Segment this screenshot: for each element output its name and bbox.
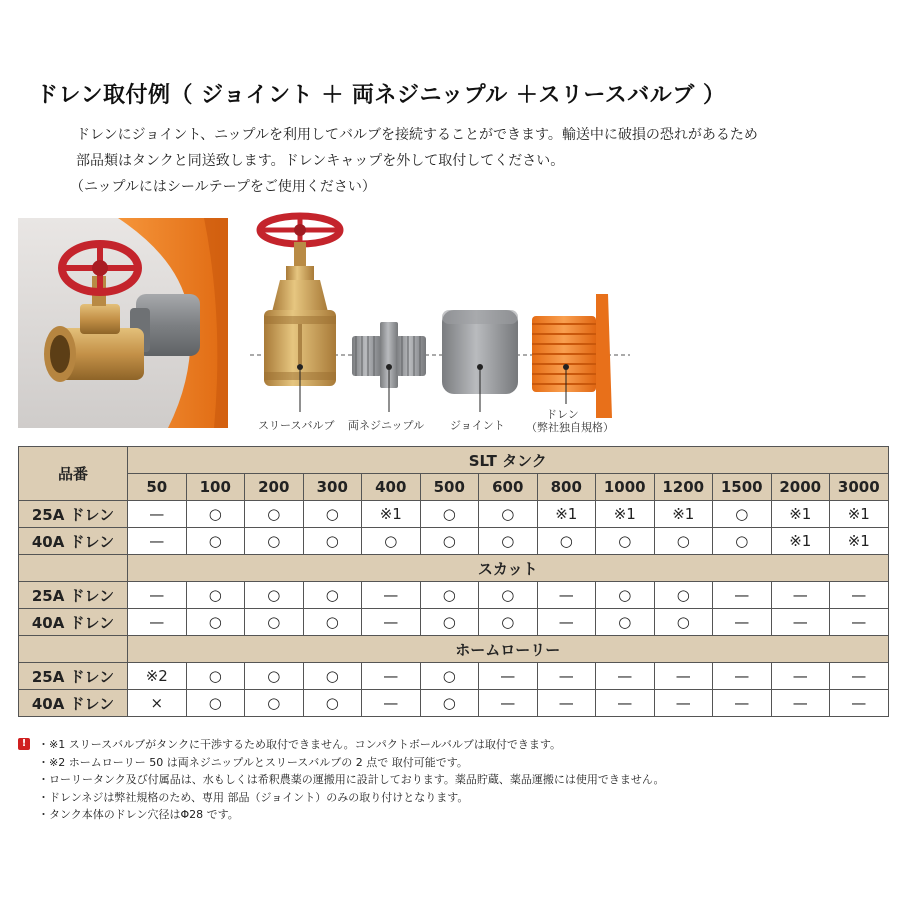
row-label: 40A ドレン [19, 609, 128, 636]
capacity-header: 800 [537, 474, 596, 501]
capacity-header: 1000 [596, 474, 655, 501]
table-cell: — [362, 663, 421, 690]
row-label: 25A ドレン [19, 582, 128, 609]
table-cell: — [362, 609, 421, 636]
table-cell: × [128, 690, 187, 717]
note-3-text: ・ローリータンク及び付属品は、水もしくは希釈農薬の運搬用に設計しております。薬品貯蔵、薬品運搬には使用できません。 [38, 773, 665, 786]
section-header: スカット [128, 555, 889, 582]
table-cell: ※2 [128, 663, 187, 690]
table-cell: ○ [713, 528, 772, 555]
table-cell: — [830, 663, 889, 690]
row-label: 40A ドレン [19, 528, 128, 555]
table-cell: — [479, 663, 538, 690]
table-row [19, 582, 889, 609]
table-cell: ○ [186, 501, 245, 528]
table-cell: ○ [596, 528, 655, 555]
table-cell: ※1 [362, 501, 421, 528]
table-cell: — [713, 582, 772, 609]
table-cell: — [713, 609, 772, 636]
table-cell: ○ [713, 501, 772, 528]
notes [18, 736, 665, 824]
drain-icon [532, 294, 612, 418]
intro-line-2: 部品類はタンクと同送致します。ドレンキャップを外して取付してください。 [76, 153, 565, 169]
table-cell: ○ [186, 690, 245, 717]
table-cell: — [537, 663, 596, 690]
table-cell: ※1 [537, 501, 596, 528]
table-cell: ※1 [830, 528, 889, 555]
table-cell: — [830, 609, 889, 636]
capacity-header: 2000 [771, 474, 830, 501]
capacity-header: 100 [186, 474, 245, 501]
table-cell: — [128, 501, 187, 528]
capacity-header: 200 [245, 474, 304, 501]
section-header: SLT タンク [128, 447, 889, 474]
sluice-valve-icon [260, 216, 340, 386]
table-cell: ○ [654, 582, 713, 609]
row-label: 25A ドレン [19, 501, 128, 528]
table-cell: ○ [186, 528, 245, 555]
table-cell: ○ [420, 663, 479, 690]
table-cell: — [771, 690, 830, 717]
header-blank [19, 636, 128, 663]
note-3 [18, 771, 665, 789]
table-cell: — [713, 690, 772, 717]
parts-diagram-svg [250, 212, 630, 437]
table-cell: — [654, 663, 713, 690]
row-label: 40A ドレン [19, 690, 128, 717]
table-cell: — [537, 609, 596, 636]
table-cell: — [537, 582, 596, 609]
table-cell: ○ [596, 582, 655, 609]
label-drain: ドレン [546, 408, 579, 421]
table-row [19, 609, 889, 636]
table-cell: ○ [537, 528, 596, 555]
table-cell: ○ [362, 528, 421, 555]
capacity-header: 50 [128, 474, 187, 501]
table-cell: ○ [245, 501, 304, 528]
note-2 [18, 754, 665, 772]
table-cell: ○ [186, 663, 245, 690]
table-cell: ○ [479, 582, 538, 609]
table-cell: ※1 [596, 501, 655, 528]
note-2-text: ・※2 ホームローリー 50 は両ネジニップルとスリースバルブの 2 点で 取付可能です。 [38, 755, 468, 769]
table-cell: — [479, 690, 538, 717]
table-cell: — [362, 582, 421, 609]
table-cell: ○ [479, 501, 538, 528]
product-photo [18, 218, 228, 428]
table-cell: — [362, 690, 421, 717]
table-cell: ○ [654, 609, 713, 636]
note-1 [18, 736, 665, 754]
table-cell: ○ [479, 609, 538, 636]
table-cell: ○ [303, 582, 362, 609]
table-cell: ○ [245, 690, 304, 717]
label-joint: ジョイント [450, 419, 505, 432]
table-cell: — [771, 582, 830, 609]
capacity-header: 1200 [654, 474, 713, 501]
table-cell: — [713, 663, 772, 690]
table-cell: ○ [245, 609, 304, 636]
table-cell: ○ [186, 609, 245, 636]
capacity-header: 1500 [713, 474, 772, 501]
seal-tape-note: （ニップルにはシールテープをご使用ください） [70, 179, 376, 195]
table-cell: ○ [303, 528, 362, 555]
table-cell: ○ [245, 528, 304, 555]
capacity-header: 500 [420, 474, 479, 501]
table-cell: ○ [303, 501, 362, 528]
table-cell: ○ [186, 582, 245, 609]
parts-diagram [250, 212, 630, 437]
note-1-text: ・※1 スリースバルブがタンクに干渉するため取付できません。コンパクトボールバルブは取付できます。 [38, 738, 561, 751]
table-cell: ○ [420, 528, 479, 555]
table-cell: ○ [245, 582, 304, 609]
table-cell: — [128, 609, 187, 636]
note-4-text: ・ドレンネジは弊社規格のため、専用 部品（ジョイント）のみの取り付けとなります。 [38, 790, 469, 804]
product-photo-svg [18, 218, 228, 428]
note-5-text: ・タンク本体のドレン穴径はΦ28 です。 [38, 808, 239, 821]
table-row [19, 663, 889, 690]
table-cell: — [128, 582, 187, 609]
table-row [19, 501, 889, 528]
section-header: ホームローリー [128, 636, 889, 663]
table-cell: ○ [303, 663, 362, 690]
table-cell: ※1 [830, 501, 889, 528]
table-cell: — [654, 690, 713, 717]
row-label: 25A ドレン [19, 663, 128, 690]
alert-icon: ! [18, 738, 30, 750]
note-4 [18, 789, 665, 807]
table-cell: ※1 [771, 501, 830, 528]
table-row [19, 528, 889, 555]
table-cell: ○ [654, 528, 713, 555]
table-cell: — [830, 690, 889, 717]
header-part-number: 品番 [19, 447, 128, 501]
table-cell: — [596, 663, 655, 690]
table-cell: — [771, 609, 830, 636]
table-cell: — [128, 528, 187, 555]
table-cell: ○ [596, 609, 655, 636]
label-nipple: 両ネジニップル [348, 419, 425, 432]
capacity-header: 300 [303, 474, 362, 501]
note-5 [18, 806, 665, 824]
table-cell: ○ [245, 663, 304, 690]
capacity-header: 600 [479, 474, 538, 501]
table-cell: ※1 [654, 501, 713, 528]
table-cell: ※1 [771, 528, 830, 555]
table-cell: ○ [420, 582, 479, 609]
capacity-header: 400 [362, 474, 421, 501]
table-cell: — [537, 690, 596, 717]
table-cell: ○ [303, 690, 362, 717]
capacity-header: 3000 [830, 474, 889, 501]
table-cell: ○ [420, 609, 479, 636]
table-cell: — [596, 690, 655, 717]
table-cell: — [771, 663, 830, 690]
table-cell: ○ [479, 528, 538, 555]
intro-line-1: ドレンにジョイント、ニップルを利用してバルブを接続することができます。輸送中に破損の恐れがあるため [76, 127, 758, 143]
table-row [19, 690, 889, 717]
table-cell: ○ [420, 501, 479, 528]
label-drain-note: （弊社独自規格） [526, 421, 614, 434]
header-blank [19, 555, 128, 582]
page-title: ドレン取付例（ ジョイント ＋ 両ネジニップル ＋スリースバルブ ） [36, 83, 726, 108]
label-sluice-valve: スリースバルブ [258, 419, 335, 432]
table-cell: — [830, 582, 889, 609]
intro-text [76, 122, 758, 174]
table-cell: ○ [420, 690, 479, 717]
table-cell: ○ [303, 609, 362, 636]
compatibility-table [18, 446, 889, 717]
